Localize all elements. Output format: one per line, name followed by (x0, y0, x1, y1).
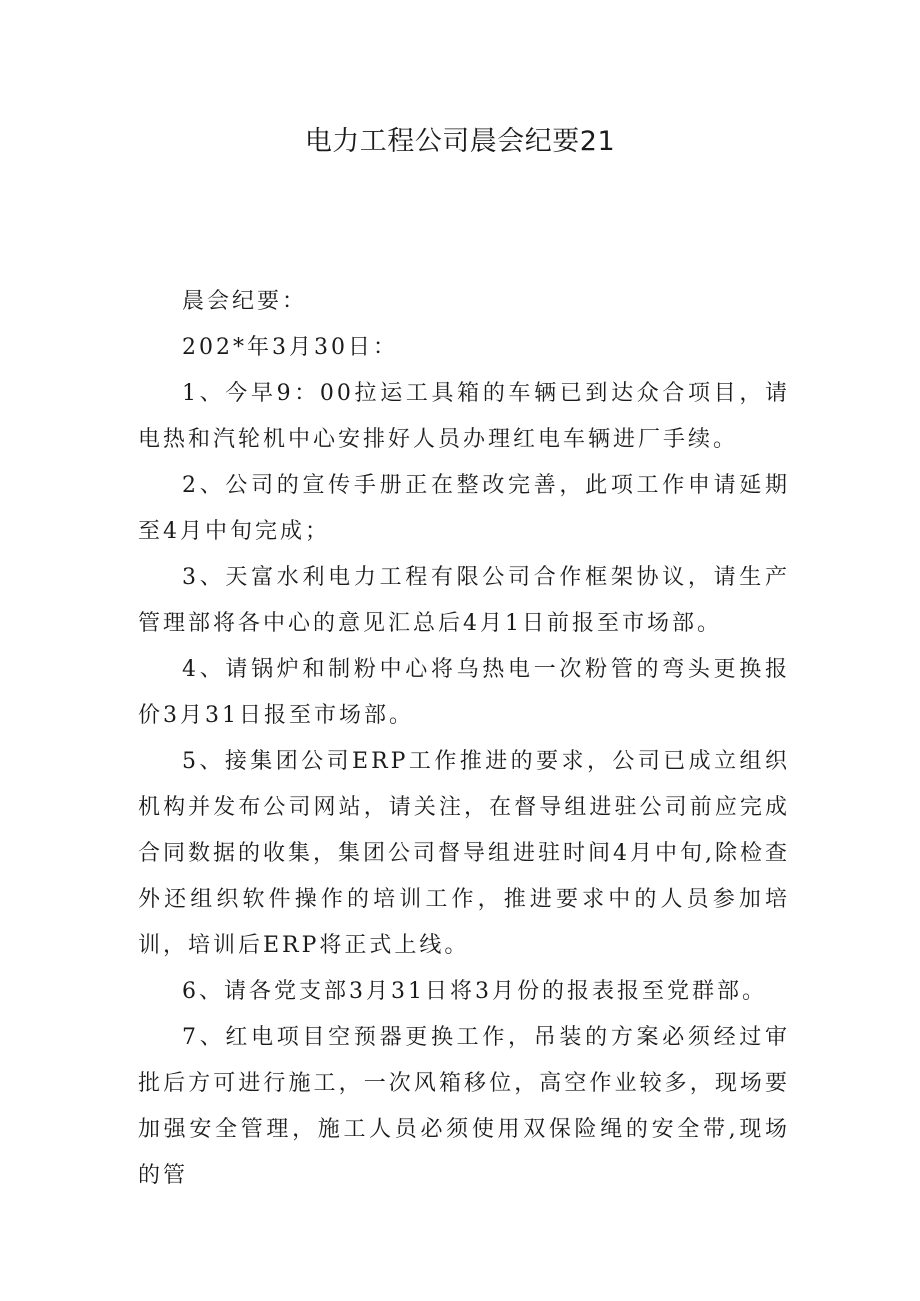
minutes-item-6: 6、请各党支部3月31日将3月份的报表报至党群部。 (182, 979, 767, 1004)
minutes-item-5: 5、接集团公司ERP工作推进的要求，公司已成立组织机构并发布公司网站，请关注，在督导组进驻公司前应完成合同数据的收集，集团公司督导组进驻时间4月中旬,除检查外还组织软件操作的培训工作，推进要求中的人员参加培训，培训后ERP将正式上线。 (138, 749, 790, 958)
minutes-heading: 晨会纪要： (182, 289, 308, 314)
minutes-item-4: 4、请锅炉和制粉中心将乌热电一次粉管的弯头更换报价3月31日报至市场部。 (138, 657, 790, 728)
document-body (138, 279, 790, 1199)
minutes-item-7: 7、红电项目空预器更换工作，吊装的方案必须经过审批后方可进行施工，一次风箱移位，高空作业较多，现场要加强安全管理，施工人员必须使用双保险绳的安全带,现场的管 (138, 1025, 790, 1188)
minutes-item-2: 2、公司的宣传手册正在整改完善，此项工作申请延期至4月中旬完成； (138, 473, 790, 544)
minutes-item-1: 1、今早9：00拉运工具箱的车辆已到达众合项目，请电热和汽轮机中心安排好人员办理红电车辆进厂手续。 (138, 381, 790, 452)
document-title: 电力工程公司晨会纪要21 (304, 126, 616, 157)
minutes-date: 202*年3月30日： (182, 335, 398, 360)
minutes-item-3: 3、天富水利电力工程有限公司合作框架协议，请生产管理部将各中心的意见汇总后4月1日前报至市场部。 (138, 565, 790, 636)
